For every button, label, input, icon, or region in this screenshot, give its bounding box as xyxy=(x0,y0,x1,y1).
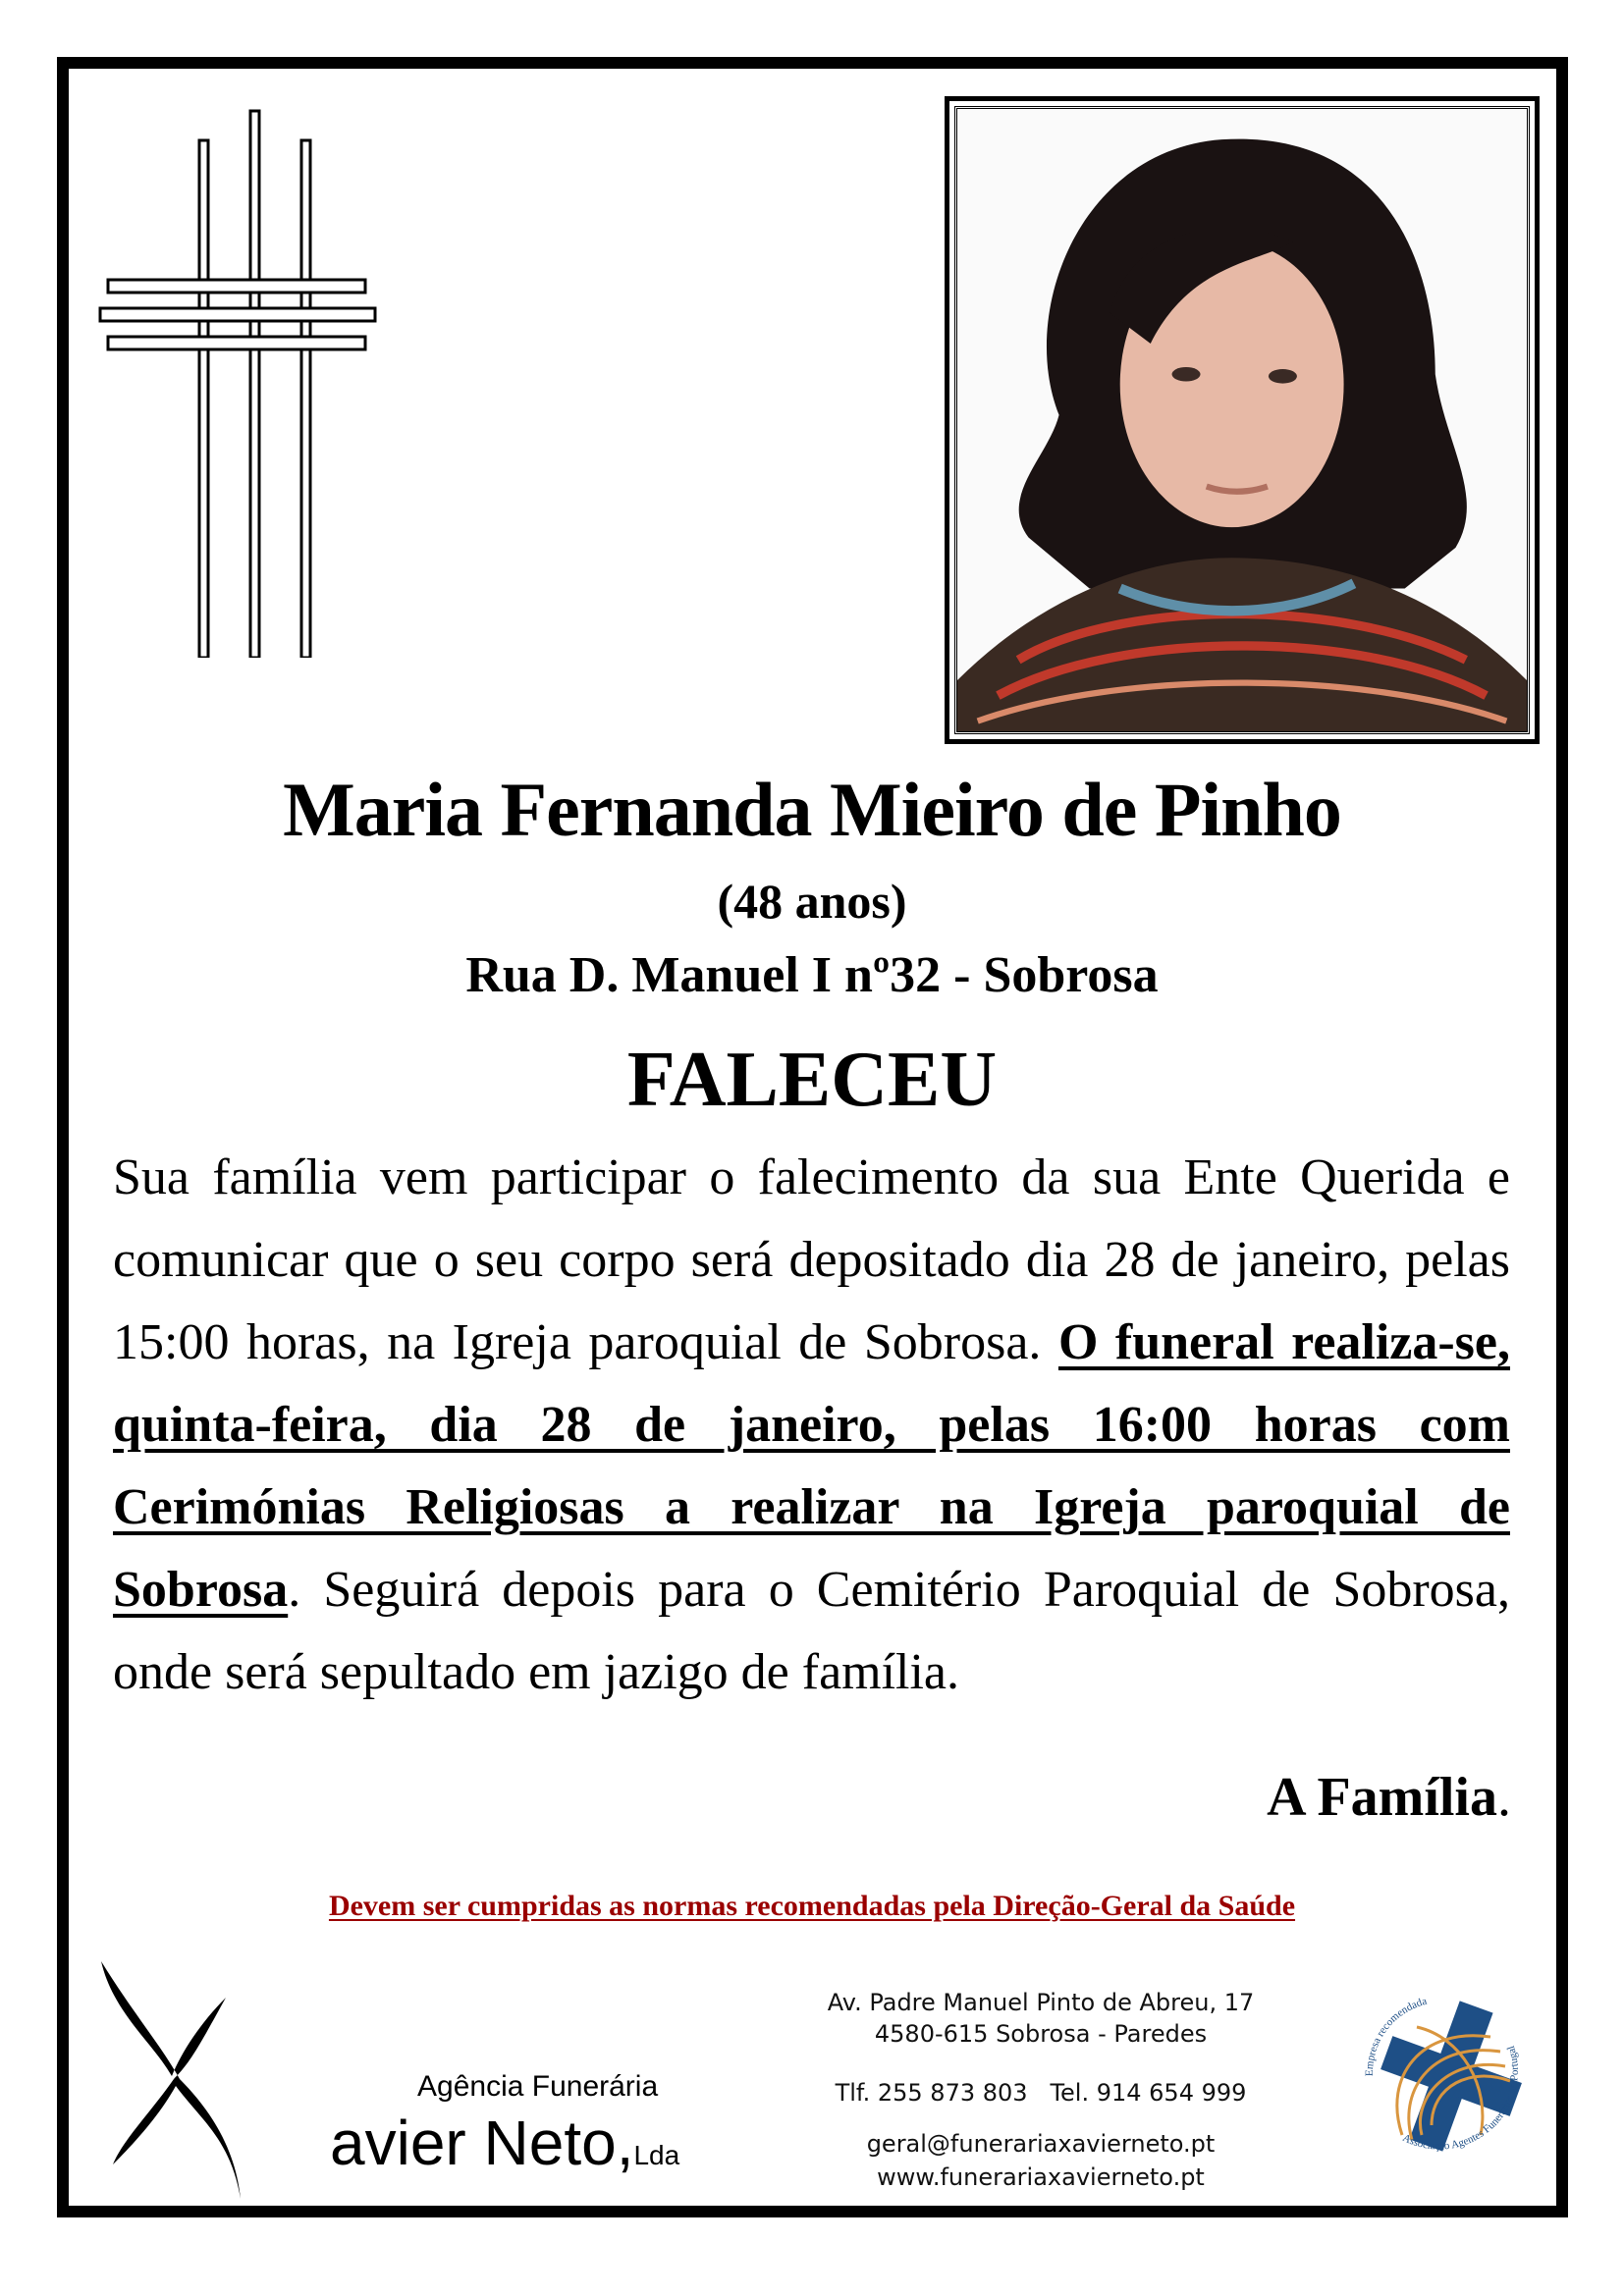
svg-text:Associação Agentes Funerários: Associação Agentes Funerários de Portugal xyxy=(1400,2044,1521,2153)
signature-text: A Família xyxy=(1267,1767,1497,1828)
body-outro: . Seguirá depois para o Cemitério Paroquial de Sobrosa, onde será sepultado em jazigo de família. xyxy=(113,1562,1510,1700)
agency-phones: Tlf. 255 873 803 Tel. 914 654 999 xyxy=(835,2079,1247,2107)
x-logo-icon xyxy=(93,1953,290,2199)
portrait-photo-frame xyxy=(945,96,1540,744)
agency-email[interactable]: geral@funerariaxavierneto.pt xyxy=(866,2130,1216,2158)
svg-text:Empresa recomendada: Empresa recomendada xyxy=(1363,1995,1429,2077)
deceased-age: (48 anos) xyxy=(717,874,907,929)
agency-address-line1: Av. Padre Manuel Pinto de Abreu, 17 xyxy=(827,1989,1255,2016)
agency-name-text: avier Neto, xyxy=(330,2108,634,2178)
agency-name xyxy=(330,2106,679,2193)
portrait-photo xyxy=(954,106,1530,734)
deceased-name: Maria Fernanda Mieiro de Pinho xyxy=(283,767,1341,852)
body-intro: Sua família vem participar o falecimento da sua Ente Querida e comunicar que o seu corpo será depositado dia 28 de janeiro, pelas 15:00 horas, na Igreja paroquial de Sobrosa. xyxy=(113,1149,1510,1370)
funeral-details: O funeral realiza-se, quinta-feira, dia 28 de janeiro, pelas 16:00 horas com Cerimónias Religiosas a realizar na Igreja paroquial de Sobrosa xyxy=(113,1314,1511,1618)
signature-punct: . xyxy=(1497,1767,1511,1828)
signature xyxy=(1267,1763,1511,1832)
agency-website[interactable]: www.funerariaxavierneto.pt xyxy=(877,2163,1205,2191)
agency-suffix: Lda xyxy=(633,2140,680,2170)
agency-address-line2: 4580-615 Sobrosa - Paredes xyxy=(874,2020,1208,2048)
deceased-address: Rua D. Manuel I nº32 - Sobrosa xyxy=(465,947,1159,1003)
cross-icon xyxy=(98,108,393,658)
health-guidelines-note: Devem ser cumpridas as normas recomendadas pela Direção-Geral da Saúde xyxy=(328,1890,1296,1922)
notice-body xyxy=(113,1137,1510,1714)
association-badge-icon xyxy=(1343,1968,1540,2174)
agency-label: Agência Funerária xyxy=(417,2070,659,2103)
headline-faleceu: FALECEU xyxy=(626,1037,998,1123)
